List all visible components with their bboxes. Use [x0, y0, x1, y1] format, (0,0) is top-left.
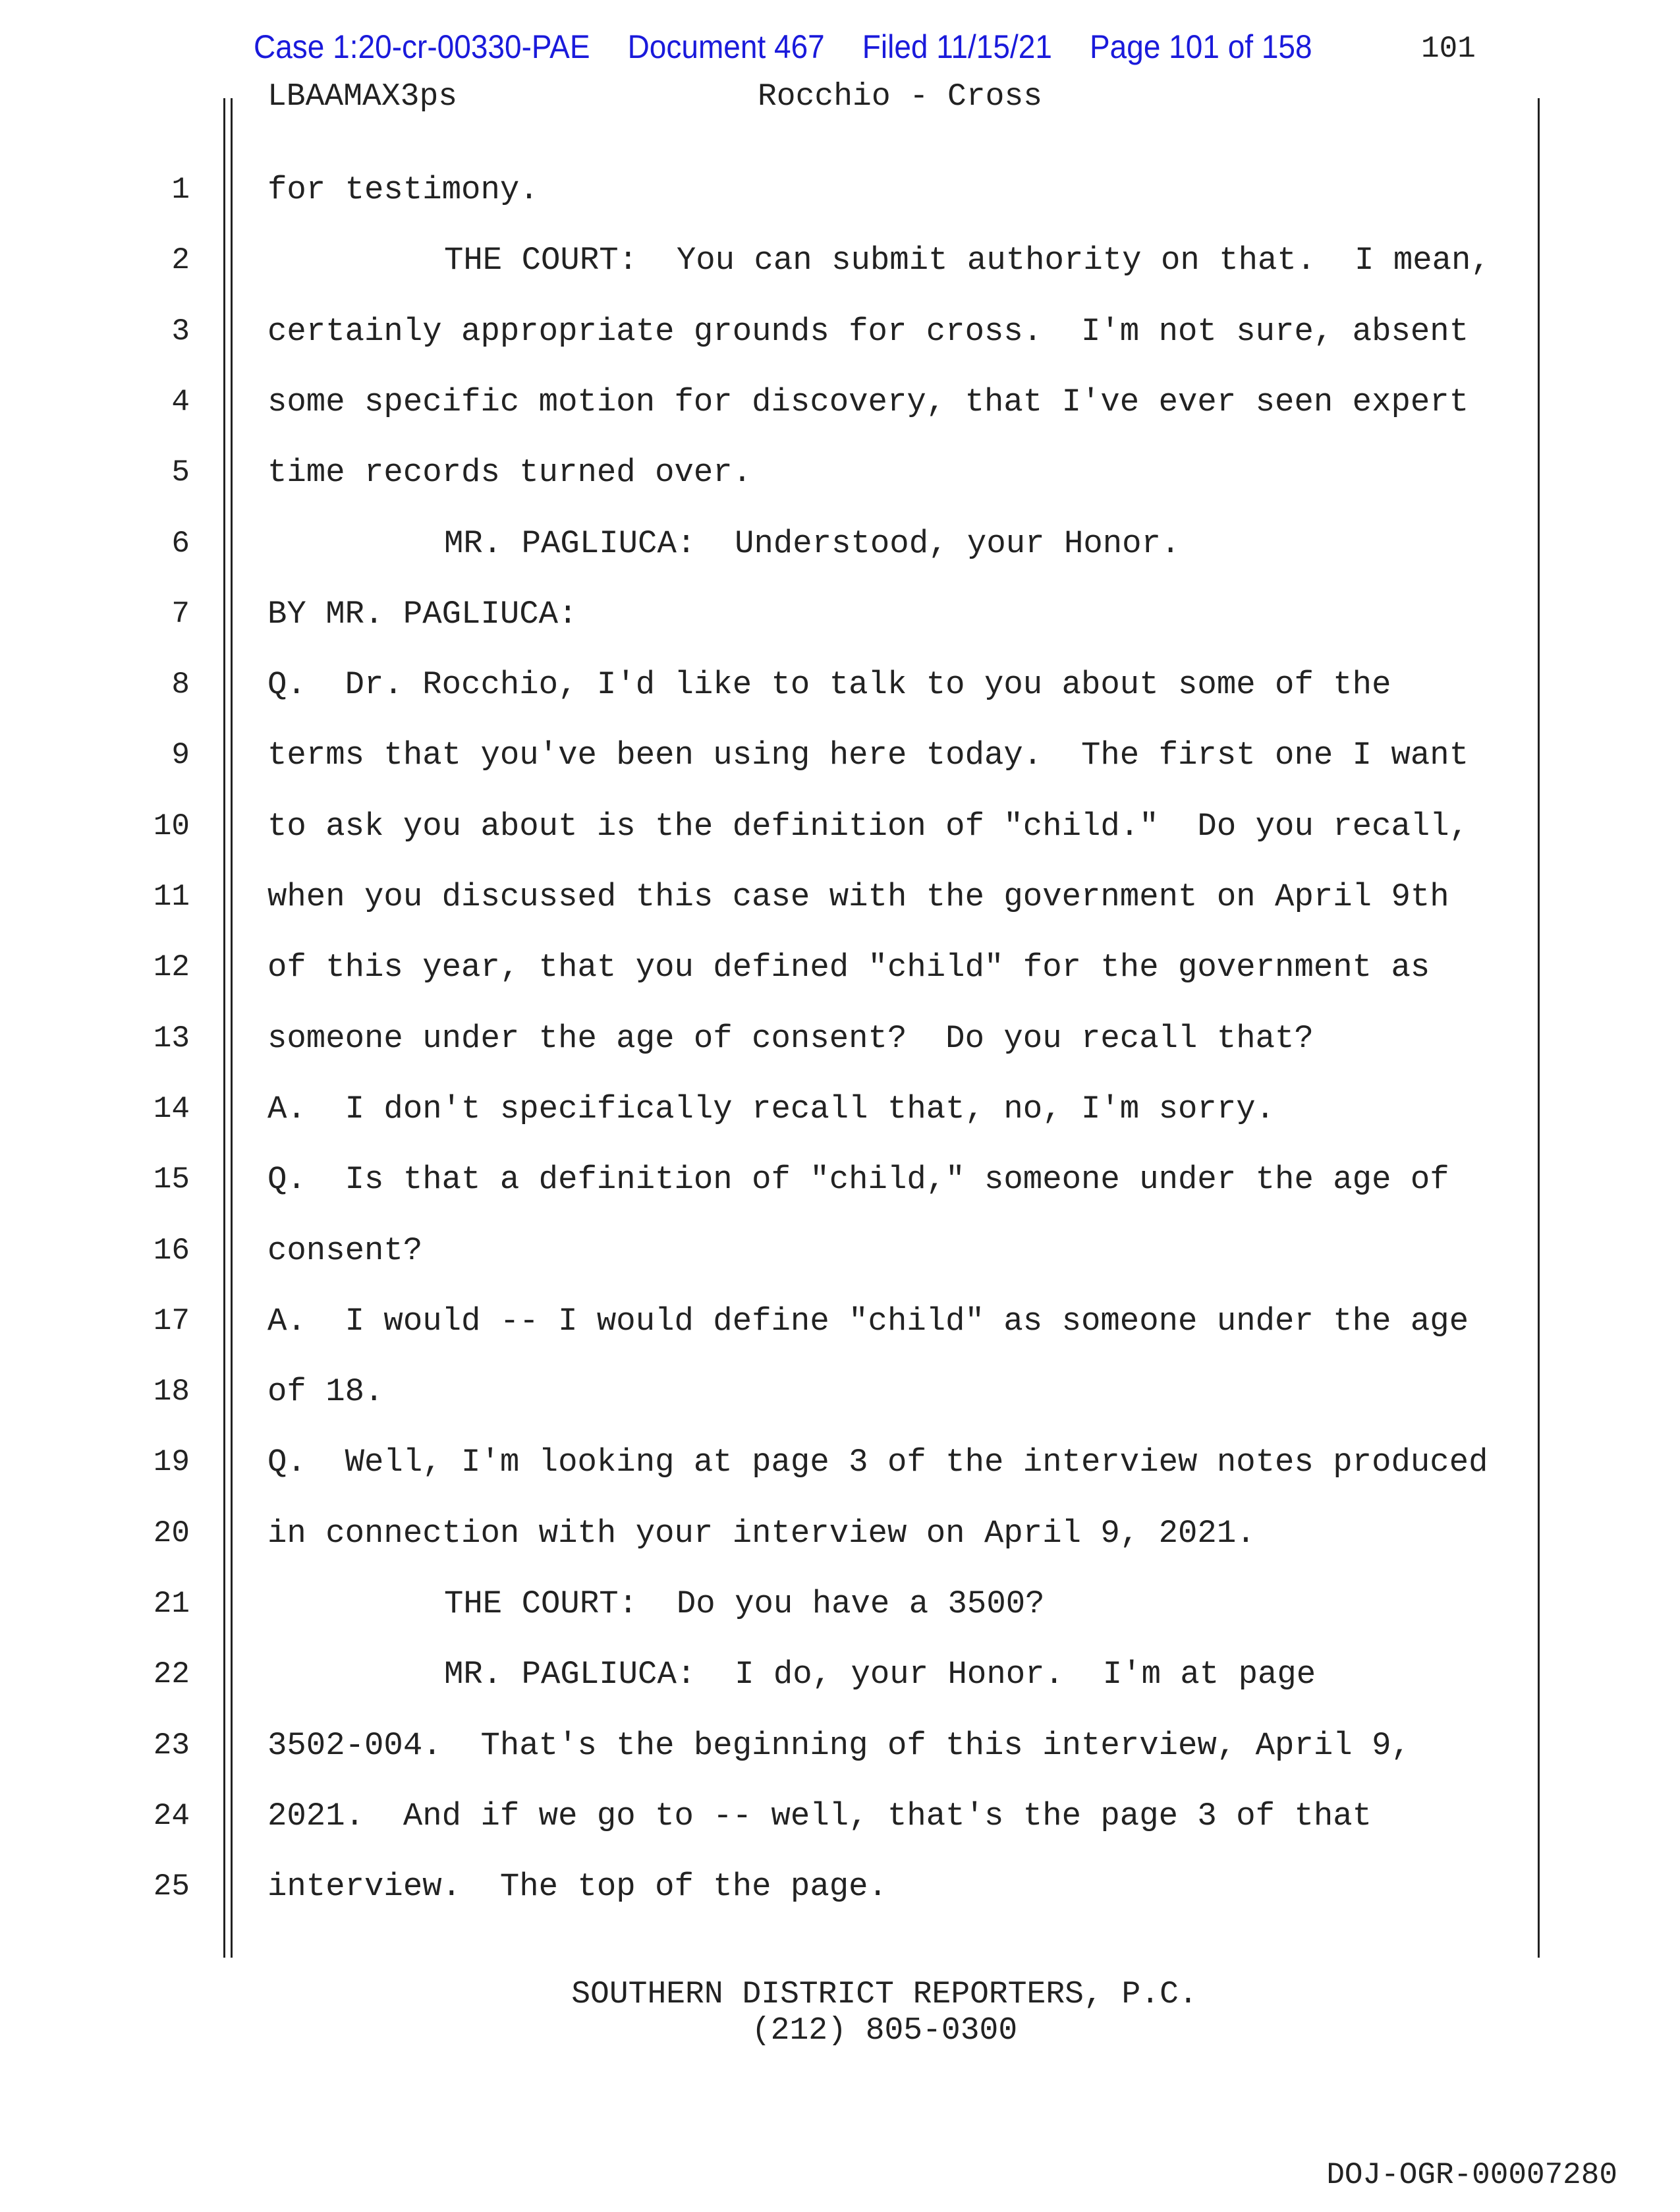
reporter-phone: (212) 805-0300 [751, 2013, 1018, 2049]
line-number: 22 [153, 1657, 190, 1692]
left-margin-rule-inner [231, 98, 233, 1958]
transcript-line: certainly appropriate grounds for cross. I'm not sure, absent [267, 312, 1469, 350]
transcript-line: consent? [267, 1232, 423, 1269]
line-number: 18 [153, 1375, 190, 1409]
reporter-name: SOUTHERN DISTRICT REPORTERS, P.C. [571, 1977, 1198, 2012]
line-number: 12 [153, 950, 190, 985]
line-number: 4 [171, 384, 190, 419]
transcript-line: terms that you've been using here today. The first one I want [267, 737, 1469, 774]
line-number: 3 [171, 314, 190, 349]
witness-section: Rocchio - Cross [758, 79, 1043, 115]
line-number: 19 [153, 1445, 190, 1480]
transcript-line: some specific motion for discovery, that I've ever seen expert [267, 383, 1469, 420]
line-number: 14 [153, 1091, 190, 1126]
line-number: 5 [171, 455, 190, 490]
filed-date: Filed 11/15/21 [862, 28, 1052, 65]
transcript-line: of this year, that you defined "child" for the government as [267, 949, 1430, 986]
transcript-line: in connection with your interview on April 9, 2021. [267, 1514, 1256, 1552]
transcript-line: THE COURT: Do you have a 3500? [444, 1585, 1045, 1622]
line-number: 13 [153, 1021, 190, 1056]
line-number: 6 [171, 526, 190, 561]
right-margin-rule [1538, 98, 1540, 1958]
transcript-line: A. I would -- I would define "child" as someone under the age [267, 1302, 1469, 1340]
court-filing-stamp [254, 28, 1312, 66]
transcript-line: 3502-004. That's the beginning of this interview, April 9, [267, 1726, 1411, 1764]
line-number: 21 [153, 1587, 190, 1621]
line-number: 2 [171, 243, 190, 278]
transcript-line: MR. PAGLIUCA: I do, your Honor. I'm at page [444, 1656, 1316, 1693]
transcript-line: MR. PAGLIUCA: Understood, your Honor. [444, 525, 1181, 562]
transcript-line: of 18. [267, 1373, 384, 1411]
line-number: 24 [153, 1798, 190, 1833]
transcript-line: interview. The top of the page. [267, 1868, 887, 1906]
transcript-line: THE COURT: You can submit authority on that. I mean, [444, 242, 1490, 279]
line-number: 10 [153, 808, 190, 843]
transcript-line: A. I don't specifically recall that, no, I'm sorry. [267, 1090, 1275, 1127]
transcript-line: Q. Dr. Rocchio, I'd like to talk to you about some of the [267, 666, 1391, 704]
line-number: 11 [153, 880, 190, 914]
transcript-id: LBAAMAX3ps [267, 79, 458, 115]
transcript-line: to ask you about is the definition of "child." Do you recall, [267, 807, 1469, 845]
left-margin-rule [223, 98, 225, 1958]
transcript-line: Q. Is that a definition of "child," someone under the age of [267, 1161, 1449, 1199]
case-number: Case 1:20-cr-00330-PAE [254, 28, 590, 65]
transcript-line: Q. Well, I'm looking at page 3 of the interview notes produced [267, 1444, 1488, 1481]
transcript-page-number: 101 [1421, 32, 1476, 66]
page-count: Page 101 of 158 [1089, 28, 1312, 65]
line-number: 16 [153, 1233, 190, 1268]
transcript-line: BY MR. PAGLIUCA: [267, 595, 578, 633]
transcript-line: someone under the age of consent? Do you recall that? [267, 1019, 1314, 1057]
line-number: 15 [153, 1162, 190, 1197]
transcript-line: time records turned over. [267, 454, 752, 492]
line-number: 17 [153, 1303, 190, 1338]
line-number: 23 [153, 1728, 190, 1763]
transcript-line: when you discussed this case with the government on April 9th [267, 878, 1449, 915]
line-number: 25 [153, 1869, 190, 1904]
bates-number: DOJ-OGR-00007280 [1326, 2158, 1617, 2192]
transcript-line: for testimony. [267, 171, 539, 208]
line-number: 1 [171, 173, 190, 207]
line-number: 7 [171, 596, 190, 631]
line-number: 20 [153, 1516, 190, 1550]
line-number: 9 [171, 738, 190, 773]
line-number: 8 [171, 667, 190, 702]
document-number: Document 467 [627, 28, 825, 65]
transcript-line: 2021. And if we go to -- well, that's the page 3 of that [267, 1797, 1372, 1834]
